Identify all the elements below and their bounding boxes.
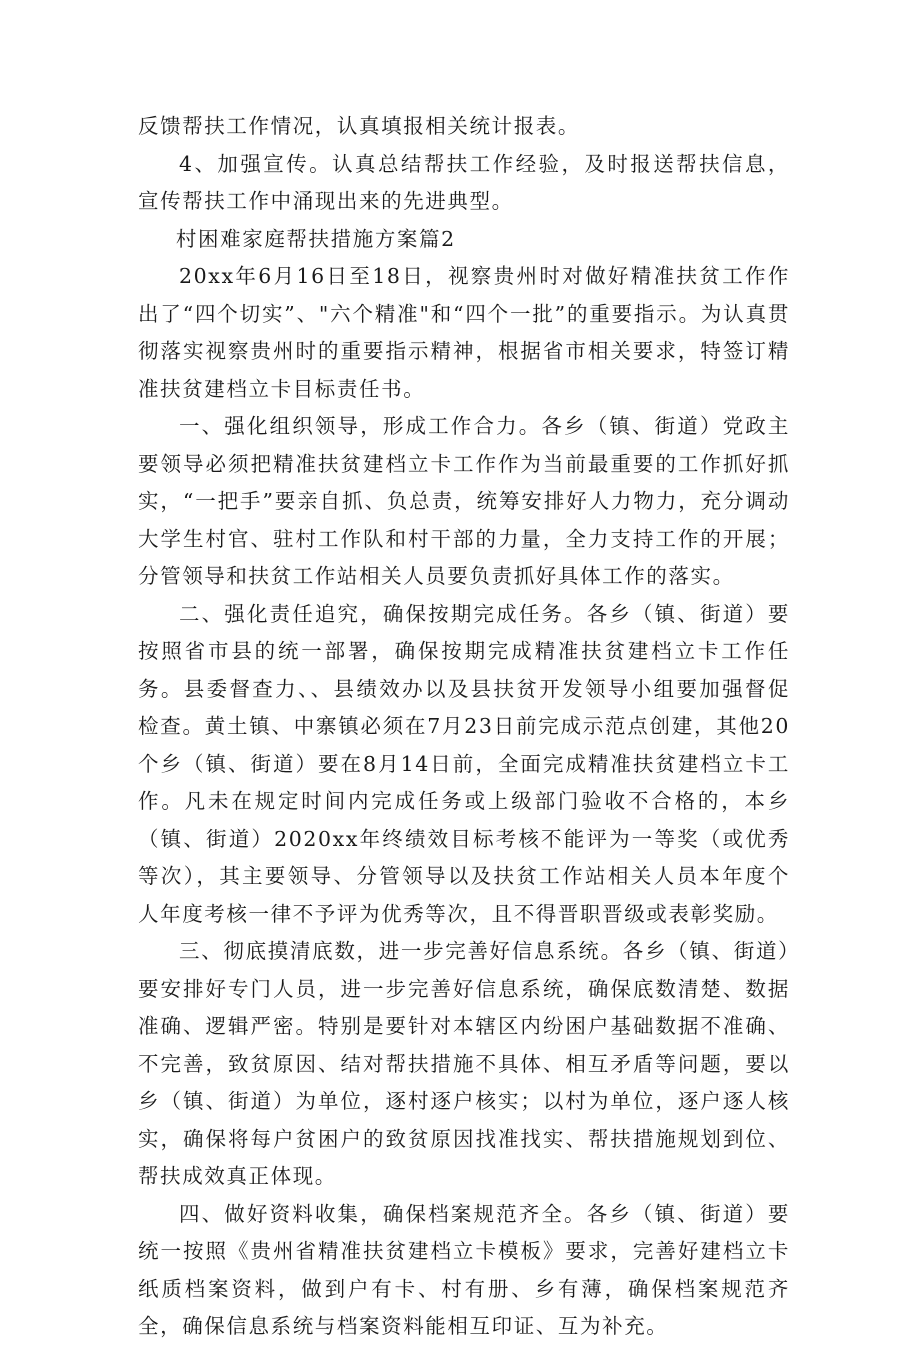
document-body [138,108,790,1346]
paragraph-intro: 20xx年6月16日至18日，视察贵州时对做好精准扶贫工作作出了“四个切实”、"六个精准"和“四个一批”的重要指示。为认真贯彻落实视察贵州时的重要指示精神，根据省市相关要求，特签订精准扶贫建档立卡目标责任书。 [138,264,790,401]
section-heading: 村困难家庭帮扶措施方案篇2 [175,226,456,251]
paragraph-continuation: 反馈帮扶工作情况，认真填报相关统计报表。 [138,114,580,138]
paragraph-item-4: 4、加强宣传。认真总结帮扶工作经验，及时报送帮扶信息，宣传帮扶工作中涌现出来的先进典型。 [138,151,790,213]
paragraph-point-2: 二、强化责任追究，确保按期完成任务。各乡（镇、街道）要按照省市县的统一部署，确保按期完成精准扶贫建档立卡工作任务。县委督查力、、县绩效办以及县扶贫开发领导小组要加强督促检查。黄土镇、中寨镇必须在7月23日前完成示范点创建，其他20个乡（镇、街道）要在8月14日前，全面完成精准扶贫建档立卡工作。凡未在规定时间内完成任务或上级部门验收不合格的，本乡（镇、街道）2020xx年终绩效目标考核不能评为一等奖（或优秀等次），其主要领导、分管领导以及扶贫工作站相关人员本年度个人年度考核一律不予评为优秀等次，且不得晋职晋级或表彰奖励。 [138,601,790,926]
paragraph-point-1: 一、强化组织领导，形成工作合力。各乡（镇、街道）党政主要领导必须把精准扶贫建档立卡工作作为当前最重要的工作抓好抓实，“一把手”要亲自抓、负总责，统筹安排好人力物力，充分调动大学生村官、驻村工作队和村干部的力量，全力支持工作的开展；分管领导和扶贫工作站相关人员要负责抓好具体工作的落实。 [138,414,790,588]
paragraph-point-4: 四、做好资料收集，确保档案规范齐全。各乡（镇、街道）要统一按照《贵州省精准扶贫建档立卡模板》要求，完善好建档立卡纸质档案资料，做到户有卡、村有册、乡有薄，确保档案规范齐全，确保信息系统与档案资料能相互印证、互为补充。 [138,1201,790,1338]
paragraph-point-3: 三、彻底摸清底数，进一步完善好信息系统。各乡（镇、街道）要安排好专门人员，进一步完善好信息系统，确保底数清楚、数据准确、逻辑严密。特别是要针对本辖区内纷困户基础数据不准确、不完善，致贫原因、结对帮扶措施不具体、相互矛盾等问题，要以乡（镇、街道）为单位，逐村逐户核实；以村为单位，逐户逐人核实，确保将每户贫困户的致贫原因找准找实、帮扶措施规划到位、帮扶成效真正体现。 [138,939,790,1188]
